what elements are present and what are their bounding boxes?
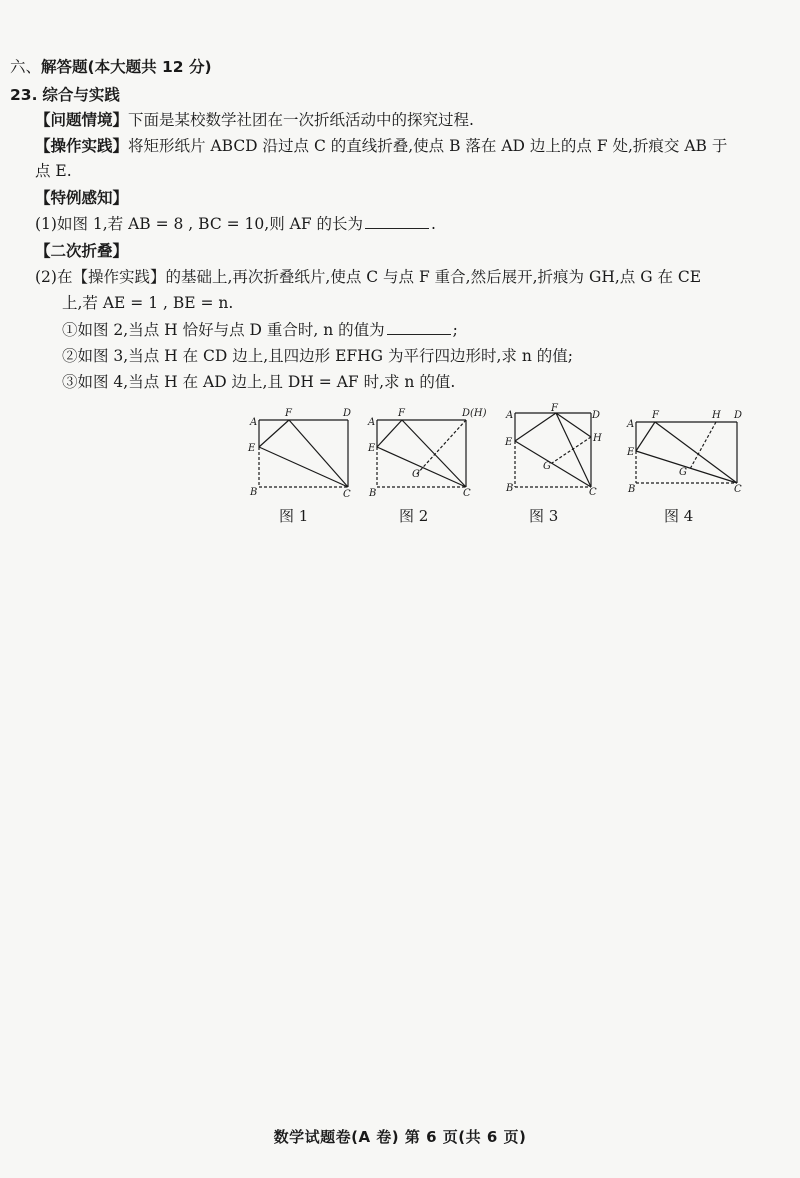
fig3-label-b: B bbox=[506, 483, 514, 494]
fig3-label-e: E bbox=[505, 437, 513, 448]
figure-1-diagram bbox=[259, 420, 348, 487]
fig2-label-g: G bbox=[412, 469, 420, 480]
sub1-answer-blank[interactable] bbox=[387, 320, 451, 335]
fig4-label-h: H bbox=[712, 410, 721, 421]
sub3-line bbox=[62, 371, 455, 393]
fig1-label-f: F bbox=[285, 408, 292, 419]
fig3-label-f: F bbox=[551, 403, 558, 414]
fig3-label-c: C bbox=[589, 487, 597, 498]
figure-2-caption: 图 2 bbox=[399, 507, 429, 525]
fig2-label-f: F bbox=[398, 408, 405, 419]
fig1-label-a: A bbox=[250, 417, 258, 428]
part1-suffix: . bbox=[431, 215, 436, 233]
sub2-text: ②如图 3,当点 H 在 CD 边上,且四边形 EFHG 为平行四边形时,求 n 的值; bbox=[62, 347, 573, 365]
sub1-suffix: ; bbox=[452, 321, 458, 339]
figures-row bbox=[242, 403, 762, 533]
second-fold-heading bbox=[35, 240, 128, 262]
operation-text-1: 将矩形纸片 ABCD 沿过点 C 的直线折叠,使点 B 落在 AD 边上的点 F 处,折痕交 AB 于 bbox=[128, 137, 728, 155]
fig4-label-f: F bbox=[652, 410, 659, 421]
problem-context-tag: 【问题情境】 bbox=[35, 111, 129, 129]
question-topic: 综合与实践 bbox=[42, 86, 120, 104]
operation-line-1 bbox=[35, 135, 727, 157]
page-footer: 数学试题卷(A 卷) 第 6 页(共 6 页) bbox=[273, 1128, 527, 1146]
figure-3-diagram bbox=[515, 413, 591, 487]
fig4-label-c: C bbox=[734, 484, 742, 495]
fig1-label-b: B bbox=[250, 487, 258, 498]
figure-3-caption: 图 3 bbox=[529, 507, 559, 525]
figure-4-caption: 图 4 bbox=[664, 507, 694, 525]
sub1-line bbox=[62, 319, 458, 341]
fig4-label-g: G bbox=[679, 467, 687, 478]
operation-text-2: 点 E. bbox=[35, 162, 72, 180]
fig3-label-a: A bbox=[506, 410, 514, 421]
sub1-text: ①如图 2,当点 H 恰好与点 D 重合时, n 的值为 bbox=[62, 321, 385, 339]
fig2-label-b: B bbox=[369, 488, 377, 499]
special-case-heading bbox=[35, 187, 128, 209]
part2-text-2: 上,若 AE = 1 , BE = n. bbox=[62, 294, 234, 312]
part2-line-1 bbox=[35, 266, 701, 288]
part2-line-2 bbox=[62, 292, 233, 314]
part1-line bbox=[35, 213, 436, 235]
part2-prefix: (2)在 bbox=[35, 268, 73, 286]
fig2-label-e: E bbox=[368, 443, 376, 454]
sub2-line bbox=[62, 345, 573, 367]
section-heading bbox=[10, 56, 212, 78]
fig4-label-a: A bbox=[627, 419, 635, 430]
problem-context-text: 下面是某校数学社团在一次折纸活动中的探究过程. bbox=[128, 111, 474, 129]
fig3-label-h: H bbox=[593, 433, 602, 444]
fig2-label-a: A bbox=[368, 417, 376, 428]
question-number: 23. bbox=[10, 86, 38, 104]
operation-tag: 【操作实践】 bbox=[35, 137, 129, 155]
sub3-text: ③如图 4,当点 H 在 AD 边上,且 DH = AF 时,求 n 的值. bbox=[62, 373, 456, 391]
part2-tag: 【操作实践】 bbox=[72, 268, 166, 286]
fig1-label-c: C bbox=[343, 489, 351, 500]
section-prefix: 六、 bbox=[10, 58, 42, 76]
figure-1-caption: 图 1 bbox=[279, 507, 309, 525]
operation-line-2 bbox=[35, 160, 72, 182]
problem-context bbox=[35, 109, 474, 131]
section-note: (本大题共 12 分) bbox=[87, 58, 212, 76]
fig1-label-d: D bbox=[343, 408, 352, 419]
fig3-label-g: G bbox=[543, 461, 551, 472]
second-fold-tag: 【二次折叠】 bbox=[35, 242, 129, 260]
special-tag: 【特例感知】 bbox=[35, 189, 129, 207]
part2-text-1: 的基础上,再次折叠纸片,使点 C 与点 F 重合,然后展开,折痕为 GH,点 G 在 CE bbox=[165, 268, 702, 286]
fig4-label-b: B bbox=[628, 484, 636, 495]
part1-text: (1)如图 1,若 AB = 8 , BC = 10,则 AF 的长为 bbox=[35, 215, 363, 233]
section-title: 解答题 bbox=[41, 58, 88, 76]
fig4-label-e: E bbox=[627, 447, 635, 458]
question-heading bbox=[10, 84, 120, 106]
part1-answer-blank[interactable] bbox=[365, 214, 429, 229]
figure-2-diagram bbox=[377, 420, 466, 487]
fig1-label-e: E bbox=[248, 443, 256, 454]
fig4-label-d: D bbox=[734, 410, 743, 421]
fig3-label-d: D bbox=[592, 410, 601, 421]
fig2-label-c: C bbox=[463, 488, 471, 499]
fig2-label-dh: D(H) bbox=[462, 408, 487, 419]
